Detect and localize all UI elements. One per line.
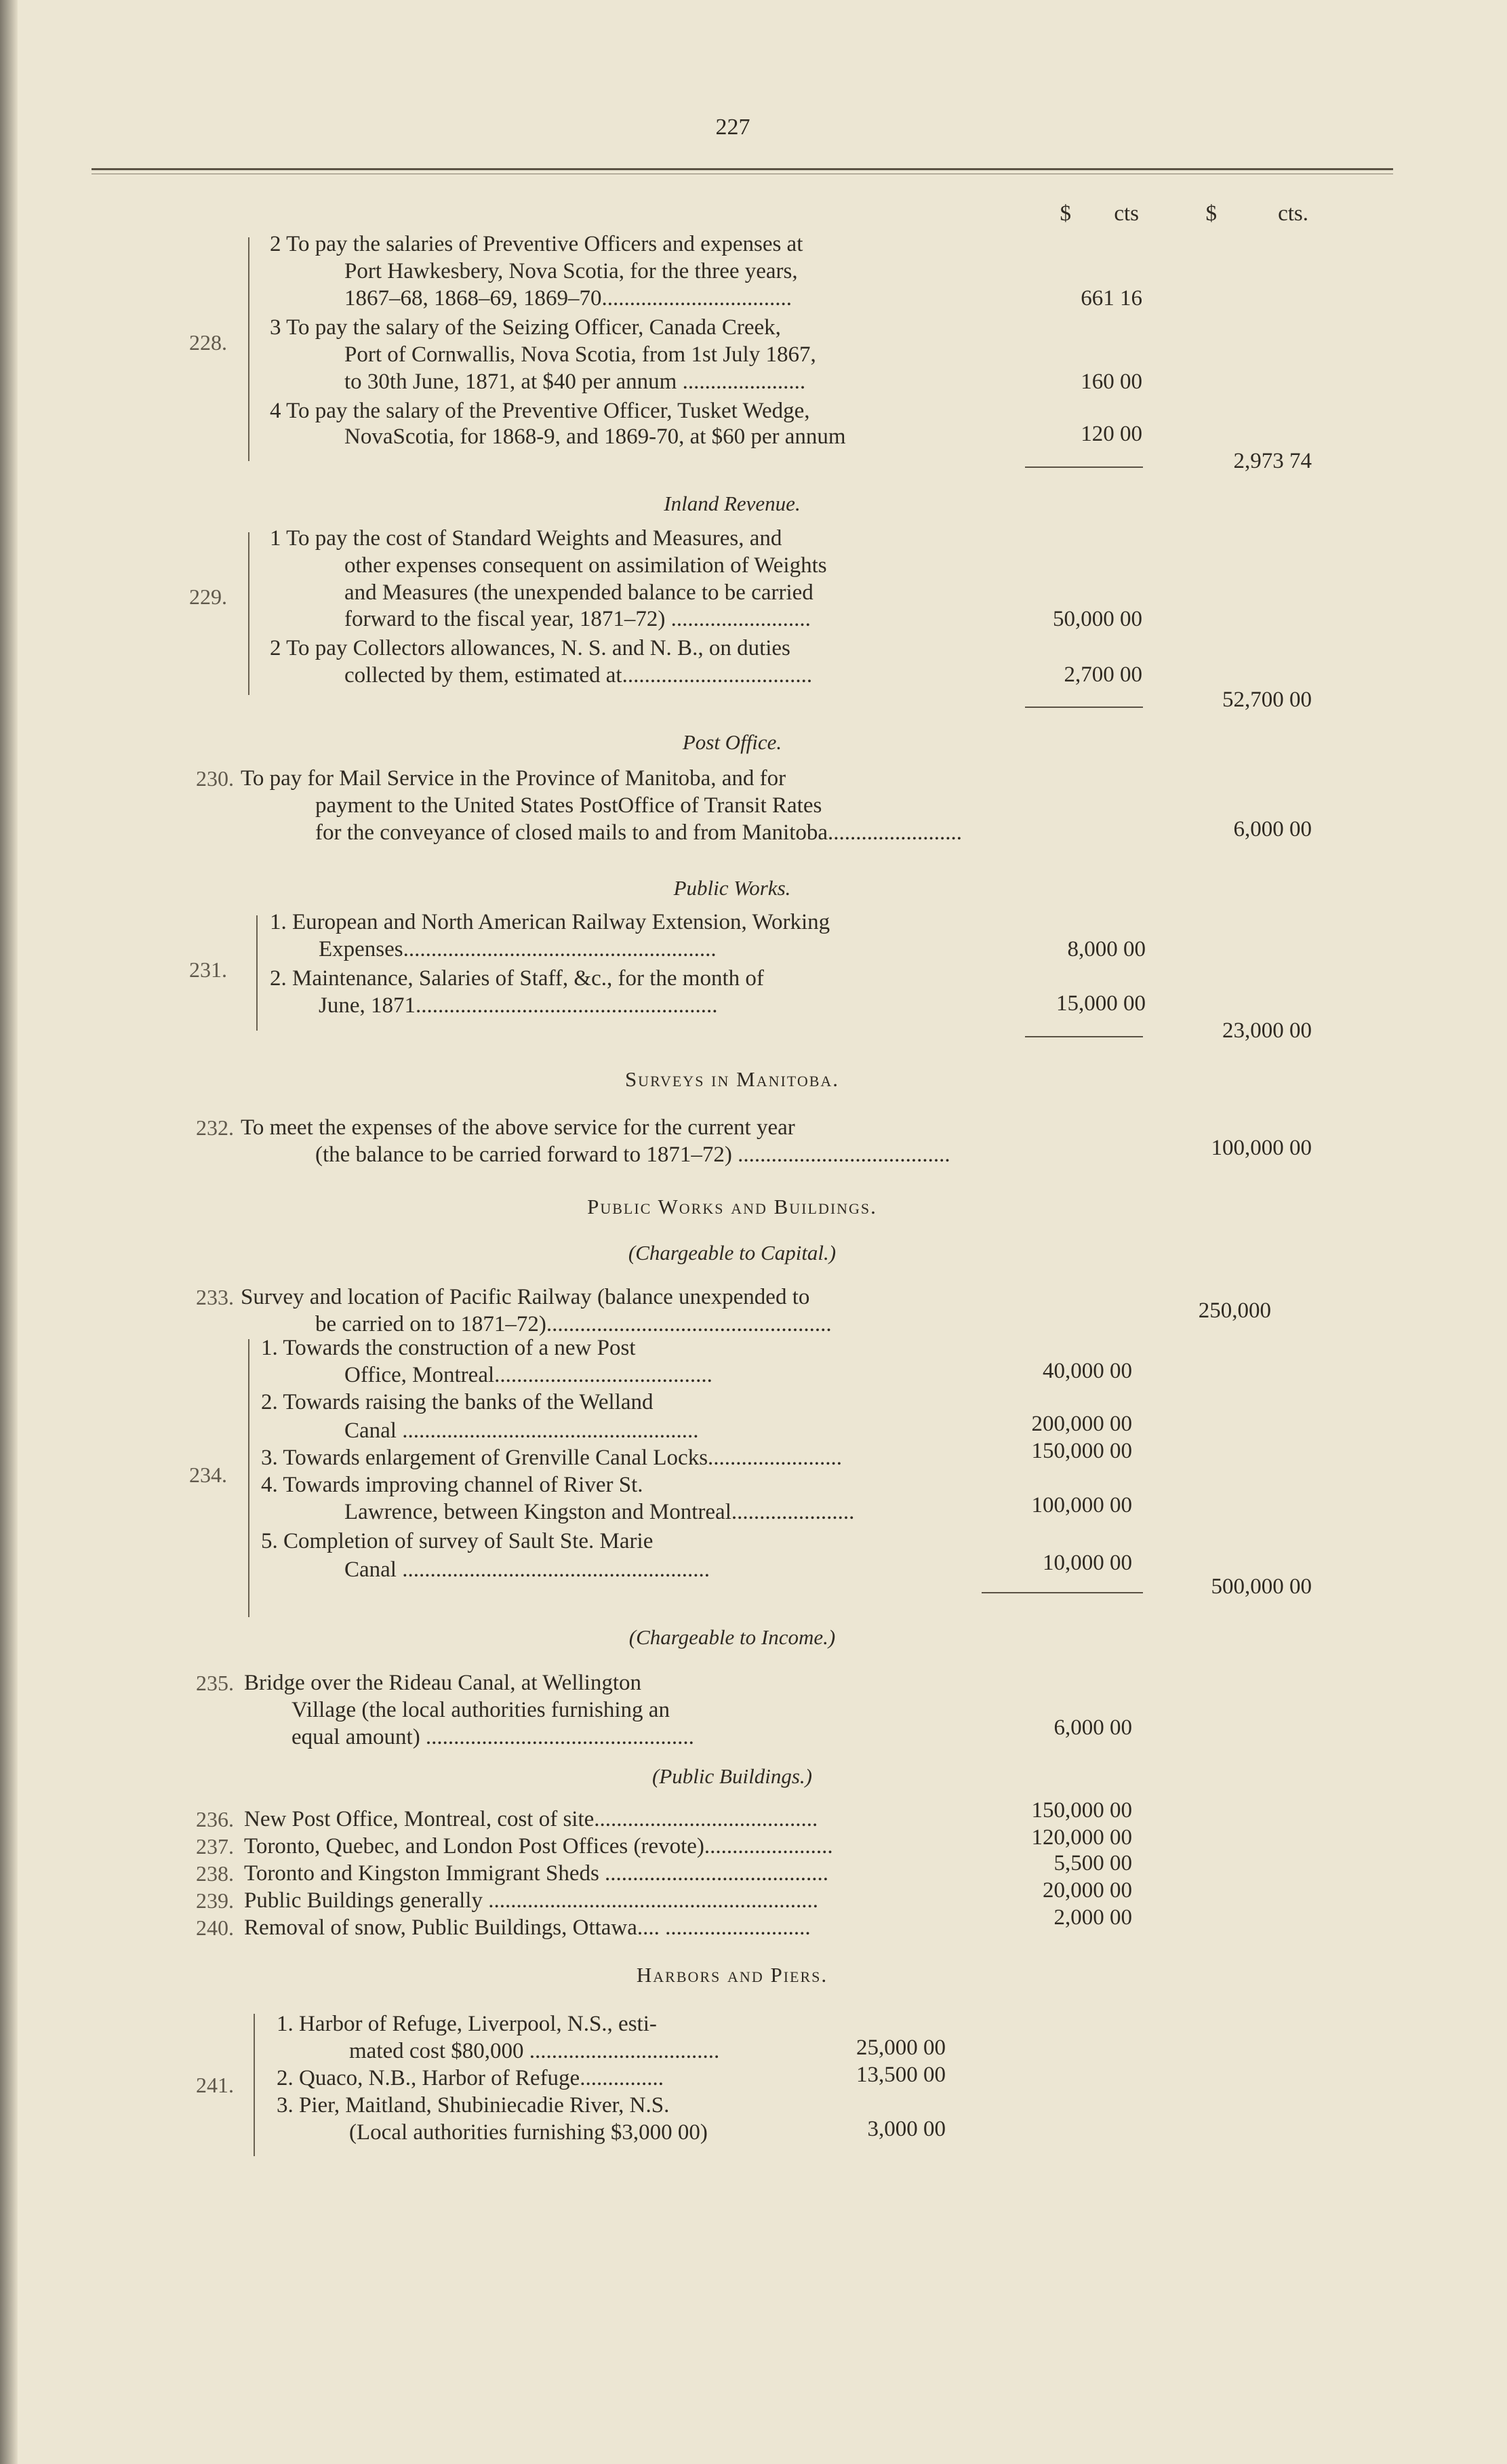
section-subheading: (Chargeable to Income.) bbox=[628, 1625, 836, 1649]
brace bbox=[254, 2014, 255, 2156]
entry-line: 4 To pay the salary of the Preventive Officer, Tusket Wedge, bbox=[270, 399, 810, 423]
amount: 8,000 00 bbox=[1067, 937, 1146, 961]
entry-line: Expenses........................................................ bbox=[319, 937, 717, 961]
subtotal-rule bbox=[982, 1592, 1143, 1593]
entry-line: 2. Towards raising the banks of the Welland bbox=[261, 1390, 654, 1414]
entry-line: Removal of snow, Public Buildings, Ottawa.... .......................... bbox=[244, 1915, 811, 1940]
total-amount: 6,000 00 bbox=[1233, 817, 1312, 841]
amount: 25,000 00 bbox=[856, 2035, 946, 2060]
item-number: 239. bbox=[196, 1888, 234, 1913]
section-subheading: (Public Buildings.) bbox=[652, 1764, 812, 1788]
entry-line: Bridge over the Rideau Canal, at Wellington bbox=[244, 1671, 642, 1695]
section-heading: Public Works and Buildings. bbox=[587, 1195, 877, 1218]
item-number: 236. bbox=[196, 1807, 234, 1831]
item-number: 230. bbox=[196, 766, 234, 791]
entry-line: 1867–68, 1868–69, 1869–70.................................. bbox=[344, 286, 792, 311]
entry-line: Office, Montreal....................................... bbox=[344, 1363, 712, 1387]
entry-line: to 30th June, 1871, at $40 per annum ...................... bbox=[344, 370, 806, 394]
page-number: 227 bbox=[715, 115, 750, 140]
entry-line: 1. Harbor of Refuge, Liverpool, N.S., esti- bbox=[277, 2012, 657, 2036]
entry-line: and Measures (the unexpended balance to be carried bbox=[344, 580, 813, 605]
col-head-dollars-1: $ bbox=[1060, 201, 1071, 226]
subtotal-rule bbox=[1025, 707, 1143, 708]
amount: 661 16 bbox=[1081, 286, 1142, 311]
item-number: 232. bbox=[196, 1115, 234, 1140]
amount: 6,000 00 bbox=[1053, 1715, 1132, 1740]
entry-line: Village (the local authorities furnishing an bbox=[292, 1698, 670, 1722]
amount: 5,500 00 bbox=[1053, 1851, 1132, 1875]
total-amount: 23,000 00 bbox=[1222, 1018, 1312, 1043]
entry-line: for the conveyance of closed mails to and from Manitoba........................ bbox=[315, 820, 963, 845]
amount: 3,000 00 bbox=[867, 2117, 946, 2141]
entry-line: Toronto, Quebec, and London Post Offices (revote)....................... bbox=[244, 1834, 833, 1859]
entry-line: Port Hawkesbery, Nova Scotia, for the three years, bbox=[344, 259, 798, 283]
entry-line: (Local authorities furnishing $3,000 00) bbox=[349, 2120, 708, 2145]
entry-line: Public Buildings generally ........................................................... bbox=[244, 1888, 818, 1913]
amount: 160 00 bbox=[1081, 370, 1142, 394]
book-spine-shadow bbox=[0, 0, 18, 2464]
item-number: 241. bbox=[196, 2073, 234, 2097]
amount: 2,700 00 bbox=[1064, 662, 1142, 687]
entry-line: Toronto and Kingston Immigrant Sheds ........................................ bbox=[244, 1861, 829, 1886]
entry-line: Port of Cornwallis, Nova Scotia, from 1st July 1867, bbox=[344, 342, 816, 367]
subtotal-rule bbox=[1025, 1036, 1143, 1037]
entry-line: (the balance to be carried forward to 1871–72) ...................................... bbox=[315, 1142, 950, 1167]
total-amount: 500,000 00 bbox=[1211, 1574, 1312, 1599]
entry-line: forward to the fiscal year, 1871–72) ......................... bbox=[344, 607, 811, 631]
entry-line: mated cost $80,000 .................................. bbox=[349, 2039, 720, 2063]
entry-line: collected by them, estimated at.................................. bbox=[344, 663, 813, 688]
entry-line: 2. Maintenance, Salaries of Staff, &c., for the month of bbox=[270, 966, 764, 991]
entry-line: 1. Towards the construction of a new Post bbox=[261, 1336, 636, 1360]
entry-line: June, 1871...................................................... bbox=[319, 993, 718, 1018]
item-number: 228. bbox=[189, 330, 227, 355]
entry-line: 5. Completion of survey of Sault Ste. Marie bbox=[261, 1529, 654, 1553]
entry-line: Lawrence, between Kingston and Montreal...................... bbox=[344, 1500, 855, 1524]
entry-line: To meet the expenses of the above service for the current year bbox=[241, 1115, 795, 1140]
entry-line: 4. Towards improving channel of River St. bbox=[261, 1473, 643, 1497]
entry-line: 1. European and North American Railway Extension, Working bbox=[270, 910, 830, 934]
amount: 100,000 00 bbox=[1031, 1493, 1132, 1517]
col-head-dollars-2: $ bbox=[1205, 201, 1217, 226]
item-number: 238. bbox=[196, 1861, 234, 1886]
entry-line: New Post Office, Montreal, cost of site........................................ bbox=[244, 1807, 818, 1831]
entry-line: 2. Quaco, N.B., Harbor of Refuge............... bbox=[277, 2066, 664, 2090]
entry-line: payment to the United States PostOffice of Transit Rates bbox=[315, 793, 822, 818]
brace bbox=[248, 237, 249, 461]
section-heading: Harbors and Piers. bbox=[636, 1963, 828, 1987]
entry-line: 3. Towards enlargement of Grenville Canal Locks........................ bbox=[261, 1446, 843, 1470]
total-amount: 100,000 00 bbox=[1211, 1136, 1312, 1160]
total-amount: 250,000 bbox=[1198, 1298, 1271, 1323]
section-heading: Inland Revenue. bbox=[664, 492, 801, 515]
item-number: 229. bbox=[189, 584, 227, 609]
amount: 40,000 00 bbox=[1043, 1359, 1132, 1383]
amount: 15,000 00 bbox=[1056, 991, 1146, 1016]
entry-line: 3. Pier, Maitland, Shubiniecadie River, N.S. bbox=[277, 2093, 670, 2118]
section-heading: Public Works. bbox=[673, 876, 791, 900]
entry-line: 2 To pay Collectors allowances, N. S. and N. B., on duties bbox=[270, 636, 790, 660]
entry-line: 3 To pay the salary of the Seizing Officer, Canada Creek, bbox=[270, 315, 781, 340]
entry-line: Survey and location of Pacific Railway (balance unexpended to bbox=[241, 1285, 810, 1309]
entry-line: Canal ..................................................... bbox=[344, 1418, 699, 1443]
subtotal-rule bbox=[1025, 466, 1143, 468]
amount: 13,500 00 bbox=[856, 2063, 946, 2087]
entry-line: 1 To pay the cost of Standard Weights and Measures, and bbox=[270, 526, 782, 551]
entry-line: To pay for Mail Service in the Province of Manitoba, and for bbox=[241, 766, 786, 791]
amount: 150,000 00 bbox=[1031, 1439, 1132, 1463]
amount: 150,000 00 bbox=[1031, 1798, 1132, 1823]
amount: 20,000 00 bbox=[1043, 1878, 1132, 1903]
total-amount: 52,700 00 bbox=[1222, 688, 1312, 712]
item-number: 233. bbox=[196, 1285, 234, 1309]
item-number: 231. bbox=[189, 957, 227, 982]
entry-line: other expenses consequent on assimilation of Weights bbox=[344, 553, 827, 578]
total-amount: 2,973 74 bbox=[1233, 449, 1312, 473]
brace bbox=[256, 915, 258, 1031]
col-head-cents-2: cts. bbox=[1278, 201, 1308, 226]
entry-line: be carried on to 1871–72)................................................... bbox=[315, 1312, 832, 1336]
item-number: 240. bbox=[196, 1915, 234, 1940]
item-number: 234. bbox=[189, 1463, 227, 1487]
entry-line: NovaScotia, for 1868-9, and 1869-70, at $60 per annum bbox=[344, 424, 846, 449]
item-number: 235. bbox=[196, 1671, 234, 1695]
section-heading: Surveys in Manitoba. bbox=[624, 1067, 840, 1091]
entry-line: equal amount) ................................................ bbox=[292, 1725, 694, 1749]
item-number: 237. bbox=[196, 1834, 234, 1859]
brace bbox=[248, 532, 249, 695]
amount: 50,000 00 bbox=[1053, 607, 1142, 631]
section-heading: Post Office. bbox=[682, 730, 782, 754]
brace bbox=[248, 1339, 249, 1617]
amount: 120 00 bbox=[1081, 422, 1142, 446]
amount: 10,000 00 bbox=[1043, 1551, 1132, 1575]
col-head-cents-1: cts bbox=[1114, 201, 1139, 226]
entry-line: Canal ....................................................... bbox=[344, 1557, 710, 1582]
amount: 120,000 00 bbox=[1031, 1825, 1132, 1850]
section-subheading: (Chargeable to Capital.) bbox=[628, 1241, 837, 1265]
top-rule bbox=[92, 168, 1393, 170]
amount: 200,000 00 bbox=[1031, 1412, 1132, 1436]
entry-line: 2 To pay the salaries of Preventive Officers and expenses at bbox=[270, 232, 803, 256]
amount: 2,000 00 bbox=[1053, 1905, 1132, 1930]
